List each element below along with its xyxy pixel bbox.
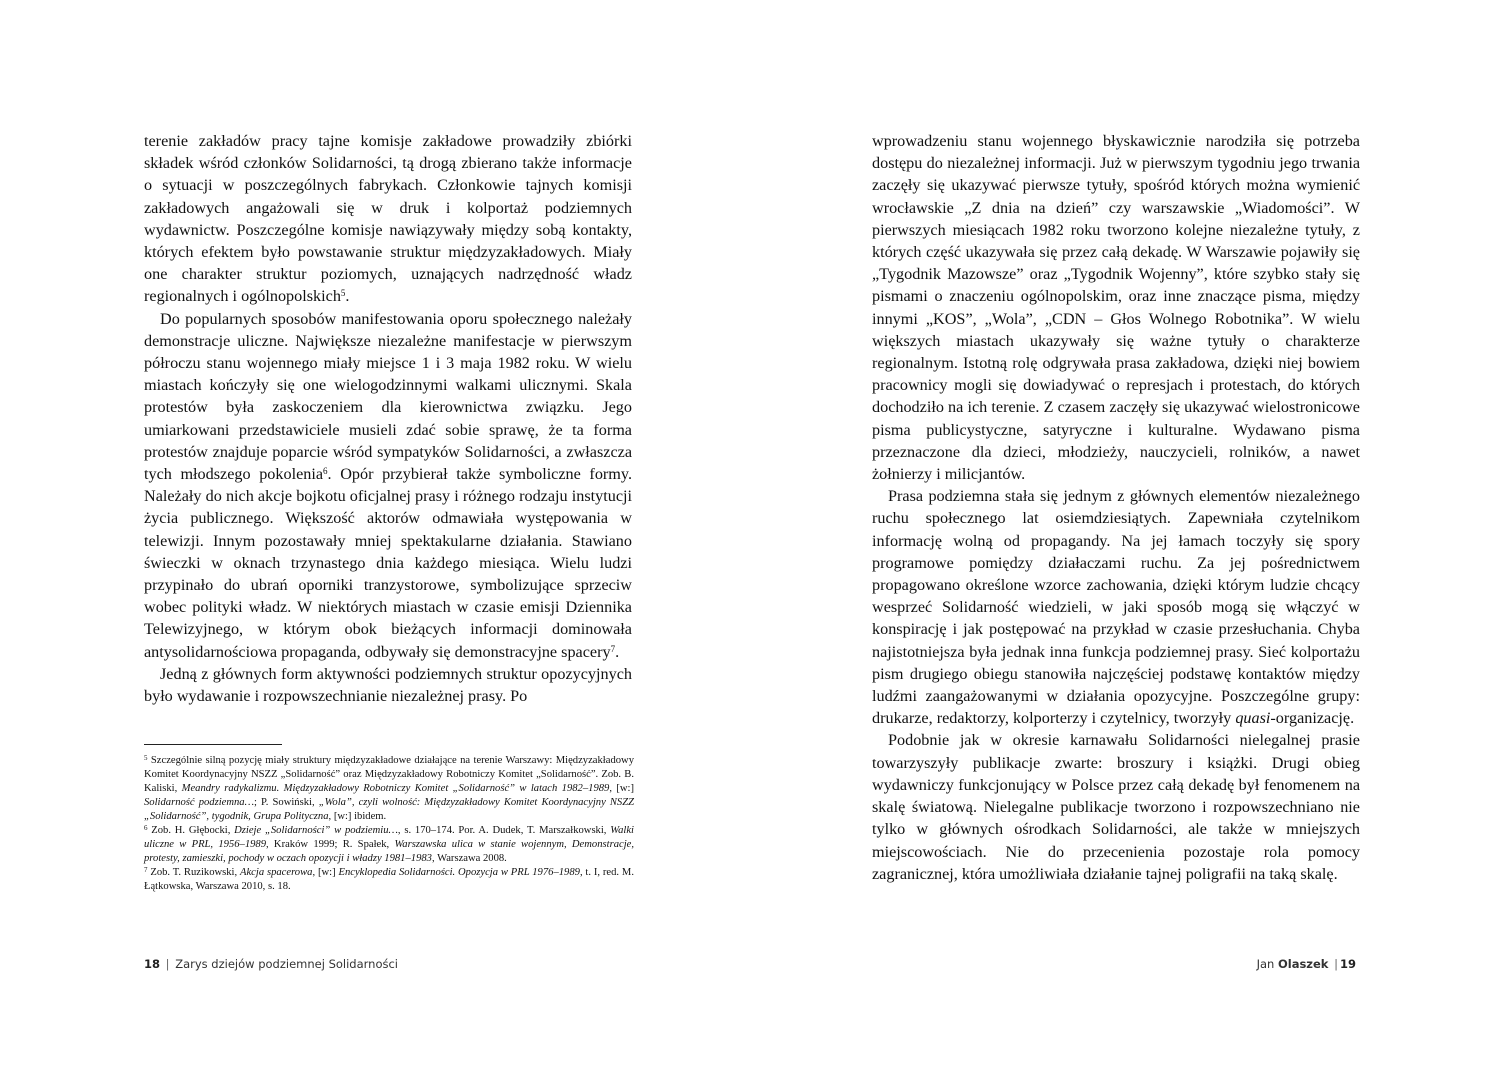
text-run: , [w:] (312, 867, 339, 878)
footnote-marker: 7 (610, 643, 616, 654)
author-first-name: Jan (1256, 957, 1275, 971)
footnote (144, 824, 634, 866)
text-run: , t. I, red. M. Łątkowska, Warszawa 2010, s. 18. (144, 867, 634, 892)
text-run: , Kraków 1999; R. Spałek, (266, 839, 395, 850)
left-page-footer (144, 957, 398, 971)
italic-text: quasi (1235, 709, 1271, 728)
text-run: terenie zakładów pracy tajne komisje zakładowe prowadziły zbiórki składek wśród członków Solidarności, tą drogą zbierano także informacje o sytuacji w poszczególnych fabrykach. Członkowie tajnych komisji zakładowych angażowali się w druk i kolportaż podziemnych wydawnictw. Poszczególne komisje nawiązywały między sobą kontakty, których efektem było powstawanie struktur międzyzakładowych. Miały one charakter struktur poziomych, uznających nadrzędność władz regionalnych i ogólnopolskich (144, 132, 632, 306)
text-run: , [w:] (609, 783, 635, 794)
footnotes (144, 754, 634, 894)
footnote-marker: 7 (144, 866, 148, 874)
footnote-marker: 6 (144, 824, 148, 832)
left-page-body (144, 130, 632, 707)
page-number-right: 19 (1339, 957, 1356, 971)
text-run: Zob. H. Głębocki, (147, 825, 235, 836)
footnote-rule (144, 744, 282, 745)
italic-text: Meandry radykalizmu. Międzyzakładowy Robotniczy Komitet „Solidarność” w latach 1982–1989 (181, 783, 610, 794)
footnote (144, 866, 634, 894)
italic-text: Solidarność podziemna… (144, 797, 255, 808)
text-run: . (615, 642, 620, 661)
text-run: . (345, 287, 350, 306)
text-run: . Opór przybierał także symboliczne formy. Należały do nich akcje bojkotu oficjalnej prasy i różnego rodzaju instytucji życia publicznego. Większość aktorów odmawiała występowania w telewizji. Innym pozostawały mniej spektakularne działania. Stawiano świeczki w oknach trzynastego dnia każdego miesiąca. Wielu ludzi przypinało do ubrań oporniki tranzystorowe, symbolizujące sprzeciw wobec polityki władz. W niektórych miastach w czasie emisji Dziennika Telewizyjnego, w którym obok bieżących informacji dominowała antysolidarnościowa propaganda, odbywały się demonstracyjne spacery (144, 465, 632, 661)
text-run: ; P. Sowiński, (254, 797, 319, 808)
running-title: Zarys dziejów podziemnej Solidarności (175, 957, 398, 971)
footnote (144, 754, 634, 824)
text-run: -organizację. (1270, 709, 1355, 728)
text-run: Do popularnych sposobów manifestowania oporu społecznego należały demonstracje uliczne. Największe niezależne manifestacje w pierwszym półroczu stanu wojennego miały miejsce 1 i 3 maja 1982 roku. W wielu miastach kończyły się one wielogodzinnymi walkami ulicznymi. Skala protestów była zaskoczeniem dla kierownictwa związku. Jego umiarkowani przedstawiciele musieli zdać sobie sprawę, że ta forma protestów znajduje poparcie wśród sympatyków Solidarności, a zwłaszcza tych młodszego pokolenia (144, 309, 632, 484)
italic-text: Encyklopedia Solidarności. Opozycja w PRL 1976–1989 (338, 867, 580, 878)
paragraph (144, 308, 632, 663)
paragraph (872, 729, 1360, 884)
paragraph (872, 130, 1360, 485)
text-run: Prasa podziemna stała się jednym z głównych elementów niezależnego ruchu społecznego lat osiemdziesiątych. Zapewniała czytelnikom informację wolną od propagandy. Na jej łamach toczyły się spory programowe pomiędzy działaczami ruchu. Za jej pośrednictwem propagowano określone wzorce zachowania, dzięki którym ludzie chcący wesprzeć Solidarność wiedzieli, w jaki sposób mogą się włączyć w konspirację i jak postępować na przykład w czasie przesłuchania. Chyba najistotniejsza była jednak inna funkcja podziemnej prasy. Sieć kolportażu pism drugiego obiegu stanowiła najczęściej podstawę kontaktów między ludźmi zaangażowanymi w działania opozycyjne. Poszczególne grupy: drukarze, redaktorzy, kolporterzy i czytelnicy, tworzyły (872, 487, 1360, 728)
right-page-footer (1257, 957, 1356, 971)
footer-separator: | (165, 957, 170, 971)
text-run: Szczególnie silną pozycję miały struktury międzyzakładowe działające na terenie Warszawy: Międzyzakładowy Komitet Koordynacyjny NSZZ „Solidarność” oraz Międzyzakładowy Robotniczy Komitet „Solidarność”. Zob. B. Kaliski, (144, 755, 634, 794)
text-run: , Warszawa 2008. (431, 853, 507, 864)
footnote-marker: 5 (144, 754, 148, 762)
text-run: , [w:] ibidem. (328, 811, 387, 822)
footnote-marker: 6 (323, 466, 328, 477)
text-run: wprowadzeniu stanu wojennego błyskawicznie narodziła się potrzeba dostępu do niezależnej informacji. Już w pierwszym tygodniu jego trwania zaczęły się ukazywać pierwsze tytuły, spośród których można wymienić wrocławskie „Z dnia na dzień” czy warszawskie „Wiadomości”. W pierwszych miesiącach 1982 roku tworzono kolejne niezależne tytuły, z których część ukazywała się przez całą dekadę. W Warszawie pojawiły się „Tygodnik Mazowsze” oraz „Tygodnik Wojenny”, które szybko stały się pismami o znaczeniu ogólnopolskim, oraz inne znaczące pisma, między innymi „KOS”, „Wola”, „CDN – Głos Wolnego Robotnika”. W wielu większych miastach ukazywały się ważne tytuły o charakterze regionalnym. Istotną rolę odgrywała prasa zakładowa, dzięki niej bowiem pracownicy mogli się dowiadywać o represjach i protestach, do których dochodziło na ich terenie. Z czasem zaczęły się ukazywać wielostronicowe pisma publicystyczne, satyryczne i kulturalne. Wydawano pisma przeznaczone dla dzieci, młodzieży, nauczycieli, rolników, a nawet żołnierzy i milicjantów. (872, 132, 1360, 484)
footnote-marker: 5 (340, 288, 346, 299)
right-page-body (872, 130, 1360, 885)
paragraph (144, 663, 632, 707)
paragraph (144, 130, 632, 308)
author-last-name: Olaszek (1277, 957, 1329, 971)
text-run: Zob. T. Ruzikowski, (147, 867, 240, 878)
text-run: Podobnie jak w okresie karnawału Solidarności nielegalnej prasie towarzyszyły publikacje zwarte: broszury i książki. Drugi obieg wydawniczy funkcjonujący w Polsce przez całą dekadę był fenomenem na skalę światową. Nielegalne publikacje tworzono i rozpowszechniano nie tylko w głównych ośrodkach Solidarności, ale także w mniejszych miejscowościach. Nie do przecenienia pozostaje rola pomocy zagranicznej, która umożliwiała działanie tajnej poligrafii na taką skalę. (872, 731, 1360, 883)
footer-separator: | (1334, 957, 1338, 971)
italic-text: Akcja spacerowa (240, 867, 313, 878)
page-number-left: 18 (144, 957, 161, 971)
italic-text: Walki uliczne w PRL, 1956–1989 (144, 825, 634, 850)
italic-text: Dzieje „Solidarności” w podziemiu… (234, 825, 398, 836)
italic-text: Warszawska ulica w stanie wojennym, Demonstracje, protesty, zamieszki, pochody w oczach opozycji i władzy 1981–1983 (144, 839, 634, 864)
text-run: Jedną z głównych form aktywności podziemnych struktur opozycyjnych było wydawanie i rozpowszechnianie niezależnej prasy. Po (144, 664, 632, 706)
text-run: , s. 170–174. Por. A. Dudek, T. Marszałkowski, (397, 825, 611, 836)
paragraph (872, 485, 1360, 729)
italic-text: „Wola”, czyli wolność: Międzyzakładowy Komitet Koordynacyjny NSZZ „Solidarność”, tygodnik, Grupa Polityczna (144, 797, 634, 822)
